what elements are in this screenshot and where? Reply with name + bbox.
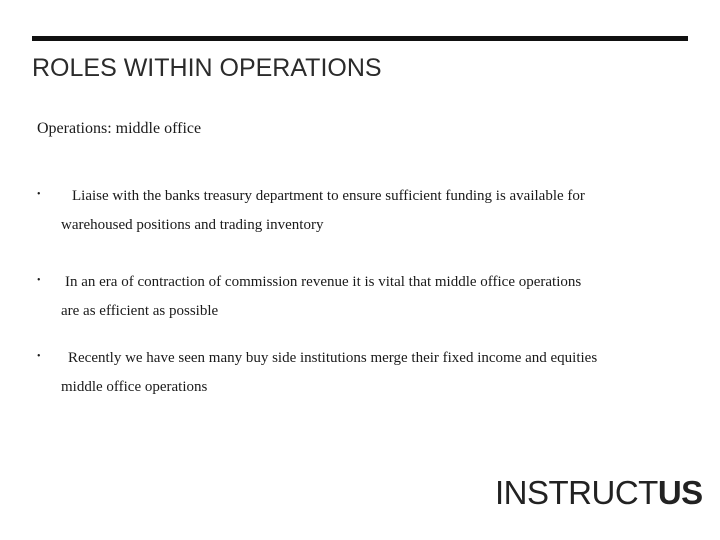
bullet-text-line2: warehoused positions and trading inventory (61, 217, 324, 233)
bullet-text-line2: are as efficient as possible (61, 303, 219, 319)
bullet-marker: • (37, 189, 41, 200)
bullet-marker: • (37, 351, 41, 362)
slide-title: ROLES WITHIN OPERATIONS (32, 54, 382, 82)
bullet-text-line1: Recently we have seen many buy side institutions merge their fixed income and equities (68, 350, 598, 366)
slide-subtitle: Operations: middle office (37, 120, 202, 137)
logo-text-bold: US (657, 474, 703, 511)
bullet-marker: • (37, 275, 41, 286)
bullet-text-line1: In an era of contraction of commission revenue it is vital that middle office operations (65, 274, 582, 290)
logo-text-light: INSTRUCT (495, 474, 658, 511)
top-divider (32, 36, 688, 41)
bullet-text-line2: middle office operations (61, 379, 208, 395)
instructus-logo (495, 474, 703, 512)
bullet-text-line1: Liaise with the banks treasury department to ensure sufficient funding is available for (72, 188, 585, 204)
